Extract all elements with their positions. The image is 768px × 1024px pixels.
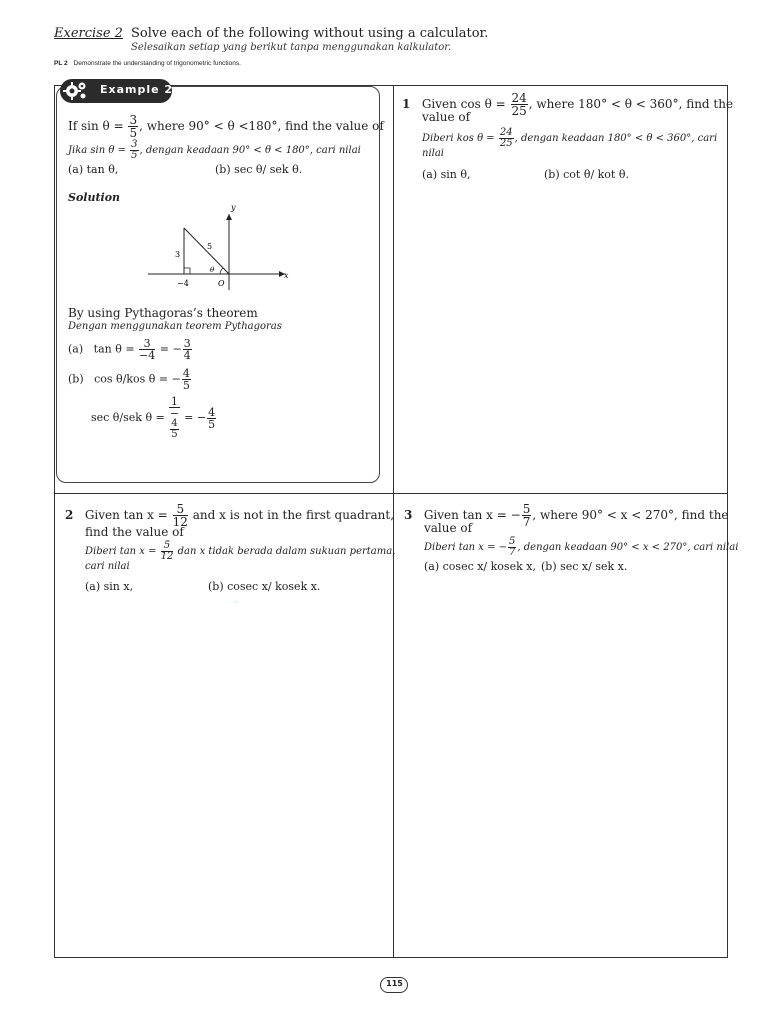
- solution-b-num: 4: [182, 367, 190, 380]
- example-q-my-fraction: [130, 140, 138, 161]
- example-q-post: , where 90° < θ <180°, find the value of: [139, 119, 384, 133]
- q1-pre: Given cos θ =: [421, 97, 506, 111]
- q1-fraction: [511, 92, 528, 117]
- q2-my-den: 12: [160, 551, 174, 562]
- solution-a-frac2: [183, 338, 192, 361]
- solution-sec-num2: 4: [208, 405, 216, 419]
- y-label: y: [231, 203, 236, 212]
- solution-a-frac1: [139, 338, 155, 361]
- solution-b-label: (b): [68, 372, 84, 386]
- example-tab-label: Example 2: [100, 83, 174, 96]
- example-part-a: (a) tan θ,: [68, 163, 119, 176]
- q1-line2: value of: [422, 110, 471, 124]
- solution-a-num1: 3: [139, 338, 155, 350]
- solution-a-eq: = −: [159, 342, 182, 356]
- q2-line2: find the value of: [85, 525, 184, 539]
- q3-post: , where 90° < x < 270°, find the: [532, 508, 729, 522]
- q2-my-line1: [85, 541, 395, 562]
- q3-my-pre: Diberi tan x = −: [424, 542, 508, 553]
- q2-my-post: dan x tidak berada dalam sukuan pertama,: [177, 546, 396, 557]
- adjacent-label: −4: [177, 279, 189, 288]
- q2-my-num: 5: [161, 541, 174, 552]
- q1-my-line1: [422, 128, 717, 149]
- q3-part-b: (b) sec x/ sek x.: [541, 560, 628, 573]
- q2-my-pre: Diberi tan x =: [85, 546, 157, 557]
- q3-line2: value of: [424, 521, 473, 535]
- triangle-diagram: [140, 198, 300, 294]
- q1-post: , where 180° < θ < 360°, find the: [528, 97, 734, 111]
- pythagoras-my: Dengan menggunakan teorem Pythagoras: [68, 321, 282, 332]
- q3-my-line1: [424, 537, 738, 558]
- example-q-fraction: [128, 114, 138, 139]
- q2-part-b: (b) cosec x/ kosek x.: [208, 580, 321, 593]
- q3-number: 3: [404, 508, 413, 522]
- angle-label: θ: [210, 266, 215, 274]
- x-label: x: [284, 271, 289, 280]
- q3-pre: Given tan x = −: [423, 508, 521, 522]
- solution-sec-den: [169, 408, 179, 440]
- solution-label: Solution: [68, 191, 121, 204]
- triangle-hypotenuse: [184, 228, 229, 274]
- q2-post: and x is not in the first quadrant,: [192, 508, 395, 522]
- example-q-my-pre: Jika sin θ =: [68, 145, 126, 156]
- example-q-num: 3: [129, 113, 138, 127]
- q2-den: 12: [172, 515, 188, 529]
- example-question: [68, 114, 384, 139]
- pl-text: Demonstrate the understanding of trigonometric functions.: [73, 60, 241, 67]
- pl-code: PL 2: [54, 60, 68, 67]
- performance-level: [54, 60, 241, 67]
- q1-my-num: 24: [499, 127, 513, 138]
- q3-my-den: 7: [509, 547, 516, 558]
- solution-sec-den-pre: −: [169, 407, 180, 420]
- q1-part-a: (a) sin θ,: [422, 168, 471, 181]
- q1-my-line2: nilai: [422, 148, 444, 159]
- angle-arc: [220, 268, 223, 274]
- solution-a-den1: −4: [139, 349, 156, 362]
- solution-sec-inner-num: 4: [171, 418, 178, 429]
- example-q-my-num: 3: [131, 139, 138, 150]
- q3-fraction: [522, 503, 532, 528]
- solution-sec: [91, 396, 217, 440]
- example-q-pre: If sin θ =: [68, 119, 124, 133]
- q1-num: 24: [511, 91, 527, 105]
- solution-b-frac: [182, 368, 191, 391]
- q1-number: 1: [402, 97, 411, 111]
- y-axis-arrow: [226, 214, 232, 220]
- q2-num: 5: [173, 503, 188, 516]
- q3-num: 5: [522, 502, 531, 516]
- q1-my-pre: Diberi kos θ =: [422, 133, 495, 144]
- q3-my-fraction: [508, 537, 516, 558]
- right-angle-mark: [184, 268, 190, 274]
- q1-my-post: , dengan keadaan 180° < θ < 360°, cari: [514, 133, 718, 144]
- q2-part-a: (a) sin x,: [85, 580, 134, 593]
- solution-sec-frac: [169, 396, 179, 440]
- instruction-my: Selesaikan setiap yang berikut tanpa menggunakan kalkulator.: [131, 42, 452, 53]
- solution-b: [68, 368, 192, 391]
- page-number: 115: [386, 979, 403, 988]
- q1-my-den: 25: [499, 138, 513, 149]
- stray-dots: ··: [233, 598, 239, 607]
- solution-sec-frac2: [207, 407, 216, 430]
- q2-number: 2: [65, 508, 74, 522]
- q3-my-post: , dengan keadaan 90° < x < 270°, cari nilai: [517, 542, 739, 553]
- solution-sec-eq: = −: [184, 411, 207, 424]
- instruction-en: Solve each of the following without using a calculator.: [131, 26, 489, 41]
- q2-my-fraction: [161, 541, 174, 562]
- solution-sec-num: 1: [170, 395, 178, 408]
- q3-my-num: 5: [509, 536, 516, 547]
- q3-den: 7: [522, 515, 531, 529]
- gears-icon: [62, 79, 90, 103]
- q1-part-b: (b) cot θ/ kot θ.: [544, 168, 629, 181]
- origin-label: O: [218, 279, 225, 288]
- q1-den: 25: [511, 104, 527, 118]
- q1-my-fraction: [499, 128, 514, 149]
- pythagoras-en: By using Pythagoras’s theorem: [68, 306, 258, 320]
- q2-my-line2: cari nilai: [85, 561, 130, 572]
- solution-a-label: (a): [68, 342, 84, 356]
- hypotenuse-label: 5: [207, 242, 213, 251]
- grid-horizontal-divider: [54, 493, 728, 494]
- solution-b-den: 5: [182, 379, 190, 392]
- q2-pre: Given tan x =: [84, 508, 168, 522]
- opposite-label: 3: [175, 250, 181, 259]
- solution-sec-inner-den: 5: [171, 429, 178, 440]
- example-q-my-den: 5: [131, 150, 138, 161]
- solution-a: [68, 338, 193, 361]
- example-q-den: 5: [129, 126, 138, 140]
- example-part-b: (b) sec θ/ sek θ.: [215, 163, 303, 176]
- solution-a-num2: 3: [183, 337, 191, 350]
- solution-sec-expr: sec θ/sek θ =: [91, 411, 165, 424]
- exercise-title: Exercise 2: [54, 26, 123, 41]
- solution-sec-den2: 5: [208, 417, 216, 431]
- solution-sec-inner-frac: [170, 419, 178, 440]
- solution-b-expr: cos θ/kos θ = −: [94, 372, 181, 386]
- solution-a-expr: tan θ =: [93, 342, 135, 356]
- q3-part-a: (a) cosec x/ kosek x,: [424, 560, 536, 573]
- solution-a-den2: 4: [183, 349, 191, 362]
- example-q-my-post: , dengan keadaan 90° < θ < 180°, cari nilai: [139, 145, 361, 156]
- example-question-my: [68, 140, 361, 161]
